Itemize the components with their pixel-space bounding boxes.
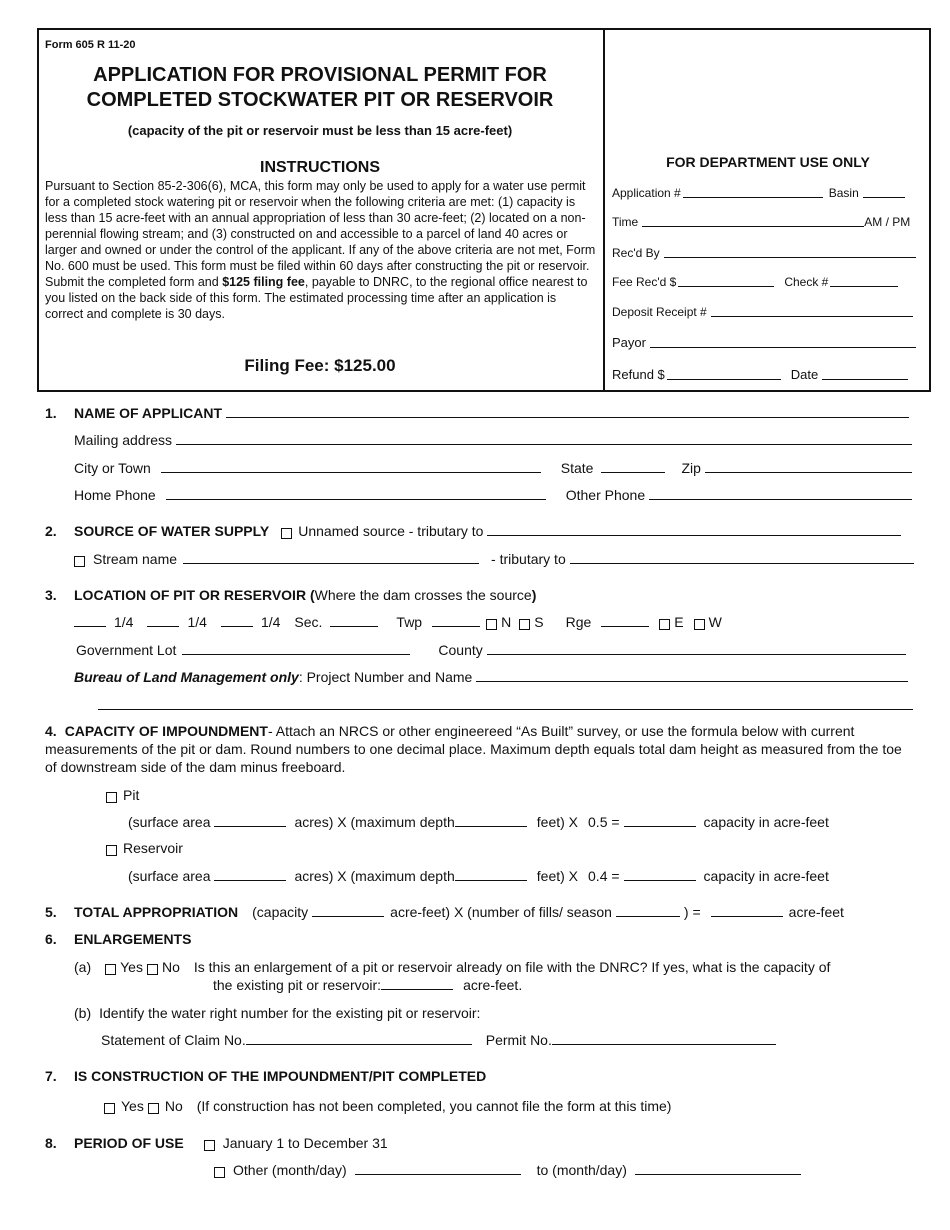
total-appropriation-label: TOTAL APPROPRIATION — [74, 904, 239, 920]
state-field[interactable] — [601, 472, 665, 473]
south-checkbox[interactable] — [519, 619, 530, 630]
claim-field[interactable] — [246, 1044, 472, 1045]
existing-capacity-field[interactable] — [381, 989, 453, 990]
s6a-row — [74, 959, 830, 975]
zip-field[interactable] — [705, 471, 912, 473]
filing-fee: Filing Fee: $125.00 — [244, 356, 396, 375]
res-depth-label: acres) X (maximum depth — [294, 868, 455, 884]
total-acre-feet-label: acre-feet — [788, 904, 844, 920]
dept-payor-label: Payor — [612, 335, 646, 350]
other-period-label: Other (month/day) — [233, 1162, 347, 1178]
pit-depth-field[interactable] — [455, 826, 527, 827]
location-hint: Where the dam crosses the source — [314, 587, 532, 603]
check-line[interactable] — [830, 285, 898, 287]
stream-tributary-field[interactable] — [570, 562, 914, 564]
county-field[interactable] — [487, 653, 906, 655]
quarter2-label: 1/4 — [187, 614, 207, 630]
application-line[interactable] — [683, 196, 823, 198]
other-from-field[interactable] — [355, 1174, 521, 1175]
dept-row-refund — [612, 367, 918, 382]
pit-label: Pit — [123, 787, 140, 803]
source-of-water-label: SOURCE OF WATER SUPPLY — [74, 523, 270, 539]
recd-by-line[interactable] — [664, 256, 916, 258]
applicant-name-field[interactable] — [226, 416, 909, 418]
title-line1: APPLICATION FOR PROVISIONAL PERMIT FOR — [93, 64, 547, 86]
s3-lot-row — [76, 642, 910, 658]
s1-name-row — [45, 405, 913, 421]
pit-surface-label: (surface area — [128, 814, 211, 830]
instructions-part2: , payable to DNRC, to the regional office nearest to you listed on the back side of this form. The estimated processing time after an application is correct and complete is 30 days. — [45, 275, 588, 321]
dept-fee-label: Fee Rec'd $ — [612, 275, 677, 289]
s5-number: 5. — [45, 904, 57, 920]
s6-number: 6. — [45, 931, 57, 947]
blm-project-field[interactable] — [476, 680, 908, 682]
fills-field[interactable] — [616, 916, 680, 917]
pit-row — [106, 787, 139, 803]
s6b-row — [74, 1005, 480, 1021]
stream-name-label: Stream name — [93, 551, 178, 567]
identify-label: Identify the water right number for the existing pit or reservoir: — [99, 1005, 481, 1021]
refund-line[interactable] — [667, 378, 781, 380]
s1-phone-row — [74, 487, 916, 503]
government-lot-field[interactable] — [182, 654, 410, 655]
dept-basin-label: Basin — [828, 186, 859, 200]
home-phone-field[interactable] — [166, 499, 546, 500]
s7-title-row — [45, 1068, 486, 1084]
stream-name-field[interactable] — [183, 563, 479, 564]
s6a-row2 — [213, 977, 522, 993]
total-capacity-field[interactable] — [312, 916, 384, 917]
enlargements-label: ENLARGEMENTS — [74, 931, 192, 947]
res-surface-label: (surface area — [128, 868, 211, 884]
quarter2-field[interactable] — [147, 626, 179, 627]
year-round-label: January 1 to December 31 — [222, 1135, 388, 1151]
blm-project-field-line2[interactable] — [98, 709, 913, 710]
dept-row-deposit — [612, 305, 918, 319]
enlargement-yes-label: Yes — [120, 959, 143, 975]
range-field[interactable] — [601, 626, 649, 627]
enlargement-no-label: No — [161, 959, 180, 975]
res-feet-label: feet) X — [536, 868, 579, 884]
dept-ampm-label: AM / PM — [864, 215, 911, 229]
s2-row — [45, 523, 905, 539]
pit-factor: 0.5 = — [588, 814, 620, 830]
other-period-checkbox[interactable] — [214, 1167, 225, 1178]
dept-recd-label: Rec'd By — [612, 246, 660, 260]
unnamed-source-label: Unnamed source - tributary to — [298, 523, 484, 539]
s2-number: 2. — [45, 523, 57, 539]
pit-feet-label: feet) X — [536, 814, 579, 830]
form-number: Form 605 R 11-20 — [45, 39, 136, 51]
quarter3-label: 1/4 — [260, 614, 281, 630]
s6b-numbers-row — [101, 1032, 776, 1048]
east-checkbox[interactable] — [659, 619, 670, 630]
construction-completed-label: IS CONSTRUCTION OF THE IMPOUNDMENT/PIT COMPLETED — [74, 1068, 487, 1084]
total-result-field[interactable] — [711, 916, 783, 917]
dept-title: FOR DEPARTMENT USE ONLY — [666, 154, 870, 170]
dept-check-label: Check # — [784, 275, 829, 289]
period-of-use-label: PERIOD OF USE — [74, 1135, 184, 1151]
reservoir-label: Reservoir — [123, 840, 183, 856]
reservoir-row — [106, 840, 183, 856]
name-of-applicant-label: NAME OF APPLICANT — [74, 405, 223, 421]
payor-line[interactable] — [650, 346, 916, 348]
s1-number: 1. — [45, 405, 57, 421]
stream-name-checkbox[interactable] — [74, 556, 85, 567]
west-label: W — [708, 614, 722, 630]
stream-tributary-label: - tributary to — [491, 551, 566, 567]
construction-note: (If construction has not been completed, you cannot file the form at this time) — [196, 1098, 672, 1114]
instructions-text — [45, 178, 597, 322]
s7-answer-row — [104, 1098, 671, 1114]
enlargement-yes-checkbox[interactable] — [105, 964, 116, 975]
s8-other-row — [214, 1162, 801, 1178]
year-round-checkbox[interactable] — [204, 1140, 215, 1151]
unnamed-tributary-field[interactable] — [487, 534, 901, 536]
s6-title-row — [45, 931, 191, 947]
zip-label: Zip — [681, 460, 701, 476]
res-surface-field[interactable] — [214, 880, 286, 881]
west-checkbox[interactable] — [694, 619, 705, 630]
dept-application-label: Application # — [612, 186, 681, 200]
state-label: State — [560, 460, 594, 476]
mailing-address-field[interactable] — [176, 443, 912, 445]
claim-label: Statement of Claim No. — [101, 1032, 246, 1048]
capacity-instructions: - Attach an NRCS or other engineereed “As Built” survey, or use the formula below with current measurements of the pit or dam. Round numbers to one decimal place. Maximum depth equals total dam height as measured from the toe of downstream side of the dam minus freeboard. — [45, 723, 902, 775]
other-phone-field[interactable] — [649, 498, 912, 500]
s3-blm-row — [74, 669, 912, 685]
township-label: Twp — [396, 614, 423, 630]
s8-number: 8. — [45, 1135, 57, 1151]
header-divider — [603, 28, 605, 392]
range-label: Rge — [565, 614, 592, 630]
s6a-label: (a) — [74, 959, 92, 975]
city-field[interactable] — [161, 472, 541, 473]
form-title — [40, 63, 600, 113]
other-to-label: to (month/day) — [536, 1162, 627, 1178]
existing-acre-feet-label: acre-feet. — [463, 977, 523, 993]
dept-deposit-label: Deposit Receipt # — [612, 305, 707, 319]
dept-row-payor — [612, 335, 918, 350]
instructions-part1: Pursuant to Section 85-2-306(6), MCA, this form may only be used to apply for a water use permit for a completed stock watering pit or reservoir when the following criteria are met: (1) capacity is less than 15 acre-feet with an annual appropriation of less than 30 acre-feet; (2) located on a non-perennial flowing stream; and (3) constructed on and accessible to a parcel of land 40 acres or larger and owned or under the control of the applicant. If any of the above criteria are not met, Form No. 600 must be used. This form must be filed within 60 days after constructing the pit or reservoir. Submit the completed form and — [45, 179, 596, 289]
east-label: E — [674, 614, 684, 630]
other-phone-label: Other Phone — [565, 487, 646, 503]
mailing-address-label: Mailing address — [74, 432, 173, 448]
permit-label: Permit No. — [485, 1032, 552, 1048]
fee-line[interactable] — [678, 285, 774, 287]
dept-row-application — [612, 186, 918, 200]
title-line2: COMPLETED STOCKWATER PIT OR RESERVOIR — [86, 89, 554, 111]
basin-line[interactable] — [863, 196, 905, 198]
other-to-field[interactable] — [635, 1174, 801, 1175]
blm-label: Bureau of Land Management only — [74, 669, 299, 685]
north-label: N — [501, 614, 512, 630]
enlargement-question: Is this an enlargement of a pit or reservoir already on file with the DNRC? If yes, what is the capacity of — [193, 959, 831, 975]
north-checkbox[interactable] — [486, 619, 497, 630]
date-line[interactable] — [822, 378, 908, 380]
enlargement-no-checkbox[interactable] — [147, 964, 158, 975]
res-factor: 0.4 = — [588, 868, 620, 884]
s4-number: 4. — [45, 723, 57, 739]
s3-number: 3. — [45, 587, 57, 603]
form-subtitle: (capacity of the pit or reservoir must be less than 15 acre-feet) — [127, 123, 513, 138]
s1-mailing-row — [74, 432, 916, 448]
home-phone-label: Home Phone — [74, 487, 156, 503]
enlargement-question2: the existing pit or reservoir: — [213, 977, 382, 993]
unnamed-source-checkbox[interactable] — [281, 528, 292, 539]
construction-yes-label: Yes — [121, 1098, 144, 1114]
pit-checkbox[interactable] — [106, 792, 117, 803]
instructions-bold: $125 filing fee — [222, 275, 305, 289]
s2-stream-row — [74, 551, 918, 567]
dept-refund-label: Refund $ — [612, 367, 665, 382]
pit-surface-field[interactable] — [214, 826, 286, 827]
total-equals: ) = — [683, 904, 701, 920]
s7-number: 7. — [45, 1068, 57, 1084]
south-label: S — [534, 614, 544, 630]
fills-label: acre-feet) X (number of fills/ season — [390, 904, 612, 920]
res-capacity-field[interactable] — [624, 880, 696, 881]
pit-depth-label: acres) X (maximum depth — [294, 814, 455, 830]
s5-row — [45, 904, 844, 920]
construction-no-label: No — [164, 1098, 183, 1114]
capacity-title: CAPACITY OF IMPOUNDMENT — [64, 723, 268, 739]
location-close: ) — [531, 587, 537, 603]
pit-formula-row — [128, 814, 829, 830]
s8-row — [45, 1135, 388, 1151]
reservoir-formula-row — [128, 868, 829, 884]
city-label: City or Town — [74, 460, 151, 476]
pit-capacity-field[interactable] — [624, 826, 696, 827]
construction-no-checkbox[interactable] — [148, 1103, 159, 1114]
s1-city-row — [74, 460, 916, 476]
dept-date-label: Date — [790, 367, 819, 382]
location-label: LOCATION OF PIT OR RESERVOIR ( — [74, 587, 315, 603]
deposit-line[interactable] — [711, 315, 913, 317]
section-label: Sec. — [294, 614, 323, 630]
total-capacity-label: (capacity — [252, 904, 309, 920]
reservoir-checkbox[interactable] — [106, 845, 117, 856]
construction-yes-checkbox[interactable] — [104, 1103, 115, 1114]
pit-capacity-label: capacity in acre-feet — [703, 814, 829, 830]
dept-row-fee — [612, 275, 918, 289]
quarter1-field[interactable] — [74, 626, 106, 627]
quarter3-field[interactable] — [221, 626, 253, 627]
county-label: County — [438, 642, 483, 658]
instructions-heading: INSTRUCTIONS — [260, 159, 380, 176]
s3-legal-row — [74, 614, 722, 630]
s3-title-row — [45, 587, 536, 603]
section-field[interactable] — [330, 626, 378, 627]
s4-paragraph — [45, 722, 913, 776]
dept-row-time — [612, 215, 918, 229]
blm-project-label: : Project Number and Name — [298, 669, 473, 685]
permit-field[interactable] — [552, 1044, 776, 1045]
quarter1-label: 1/4 — [114, 614, 134, 630]
res-capacity-label: capacity in acre-feet — [703, 868, 829, 884]
time-line[interactable] — [642, 225, 864, 227]
dept-time-label: Time — [612, 215, 639, 229]
res-depth-field[interactable] — [455, 880, 527, 881]
government-lot-label: Government Lot — [76, 642, 177, 658]
dept-row-recd — [612, 246, 918, 260]
township-field[interactable] — [432, 626, 480, 627]
s6b-label: (b) — [74, 1005, 92, 1021]
